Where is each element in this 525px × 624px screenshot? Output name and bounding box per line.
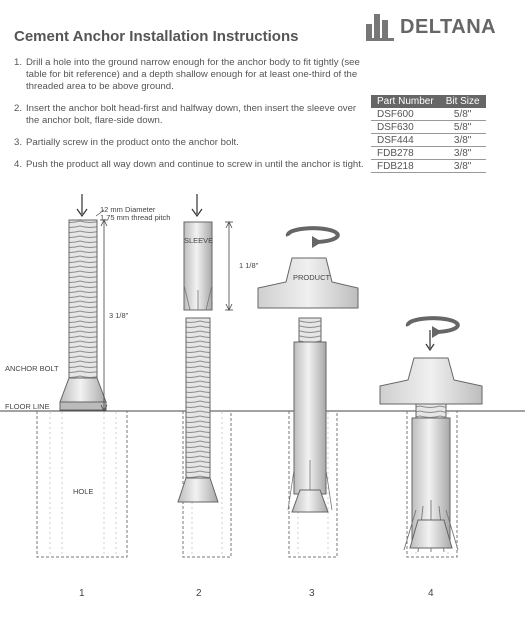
deltana-logo-icon [364, 12, 396, 42]
bolt-length-label: 3 1/8" [109, 311, 129, 320]
product-knob [258, 258, 358, 308]
table-row: DSF444 3/8" [371, 134, 486, 147]
installation-diagram [0, 190, 525, 624]
down-arrow-icon [77, 194, 87, 216]
hole-label: HOLE [73, 487, 94, 496]
table-row: DSF600 5/8" [371, 108, 486, 121]
instruction-list [14, 57, 364, 181]
figure-1 [60, 194, 108, 411]
col-part-number: Part Number [371, 95, 440, 108]
holes [37, 411, 457, 557]
figure-4 [380, 318, 482, 552]
anchor-bolt-head [178, 478, 218, 502]
table-row: FDB218 3/8" [371, 160, 486, 173]
figure-number-4: 4 [428, 588, 434, 599]
bit-size-table [371, 95, 486, 173]
col-bit-size: Bit Size [440, 95, 486, 108]
anchor-bolt-label: ANCHOR BOLT [5, 364, 59, 373]
page-title: Cement Anchor Installation Instructions [14, 28, 299, 45]
anchor-bolt-head [60, 378, 106, 402]
diameter-label: 12 mm Diameter [100, 205, 156, 214]
thread-pitch-label: 1.75 mm thread pitch [100, 213, 171, 222]
step-4: 4. Push the product all way down and continue to screw in until the anchor is tight. [14, 159, 364, 170]
sleeve-label: SLEEVE [184, 236, 214, 245]
brand-logo [364, 10, 514, 44]
table-row: DSF630 5/8" [371, 121, 486, 134]
figure-number-3: 3 [309, 588, 315, 599]
hole-shading [50, 412, 448, 556]
sleeve-length-label: 1 1/8" [239, 261, 259, 270]
step-3: 3. Partially screw in the product onto the anchor bolt. [14, 137, 239, 148]
anchor-bolt-thread [186, 318, 210, 478]
anchor-bolt-thread [69, 220, 97, 378]
product-label: PRODUCT [293, 273, 331, 282]
figure-number-1: 1 [79, 588, 85, 599]
table-row: FDB278 3/8" [371, 147, 486, 160]
table-header-row [371, 95, 486, 108]
step-2: 2. Insert the anchor bolt head-first and halfway down, then insert the sleeve over the anchor bolt, flare-side down. [14, 103, 357, 126]
figure-3 [258, 228, 358, 512]
step-1: 1. Drill a hole into the ground narrow enough for the anchor body to fit tightly (see table for bit reference) and a depth shallow enough for at least one-third of the threaded area to be above ground. [14, 57, 360, 92]
product-knob [380, 358, 482, 404]
figure-number-2: 2 [196, 588, 202, 599]
floor-line-label: FLOOR LINE [5, 402, 50, 411]
brand-name: DELTANA [400, 16, 497, 38]
anchor-bolt-head [410, 520, 452, 548]
down-arrow-icon [192, 194, 202, 216]
